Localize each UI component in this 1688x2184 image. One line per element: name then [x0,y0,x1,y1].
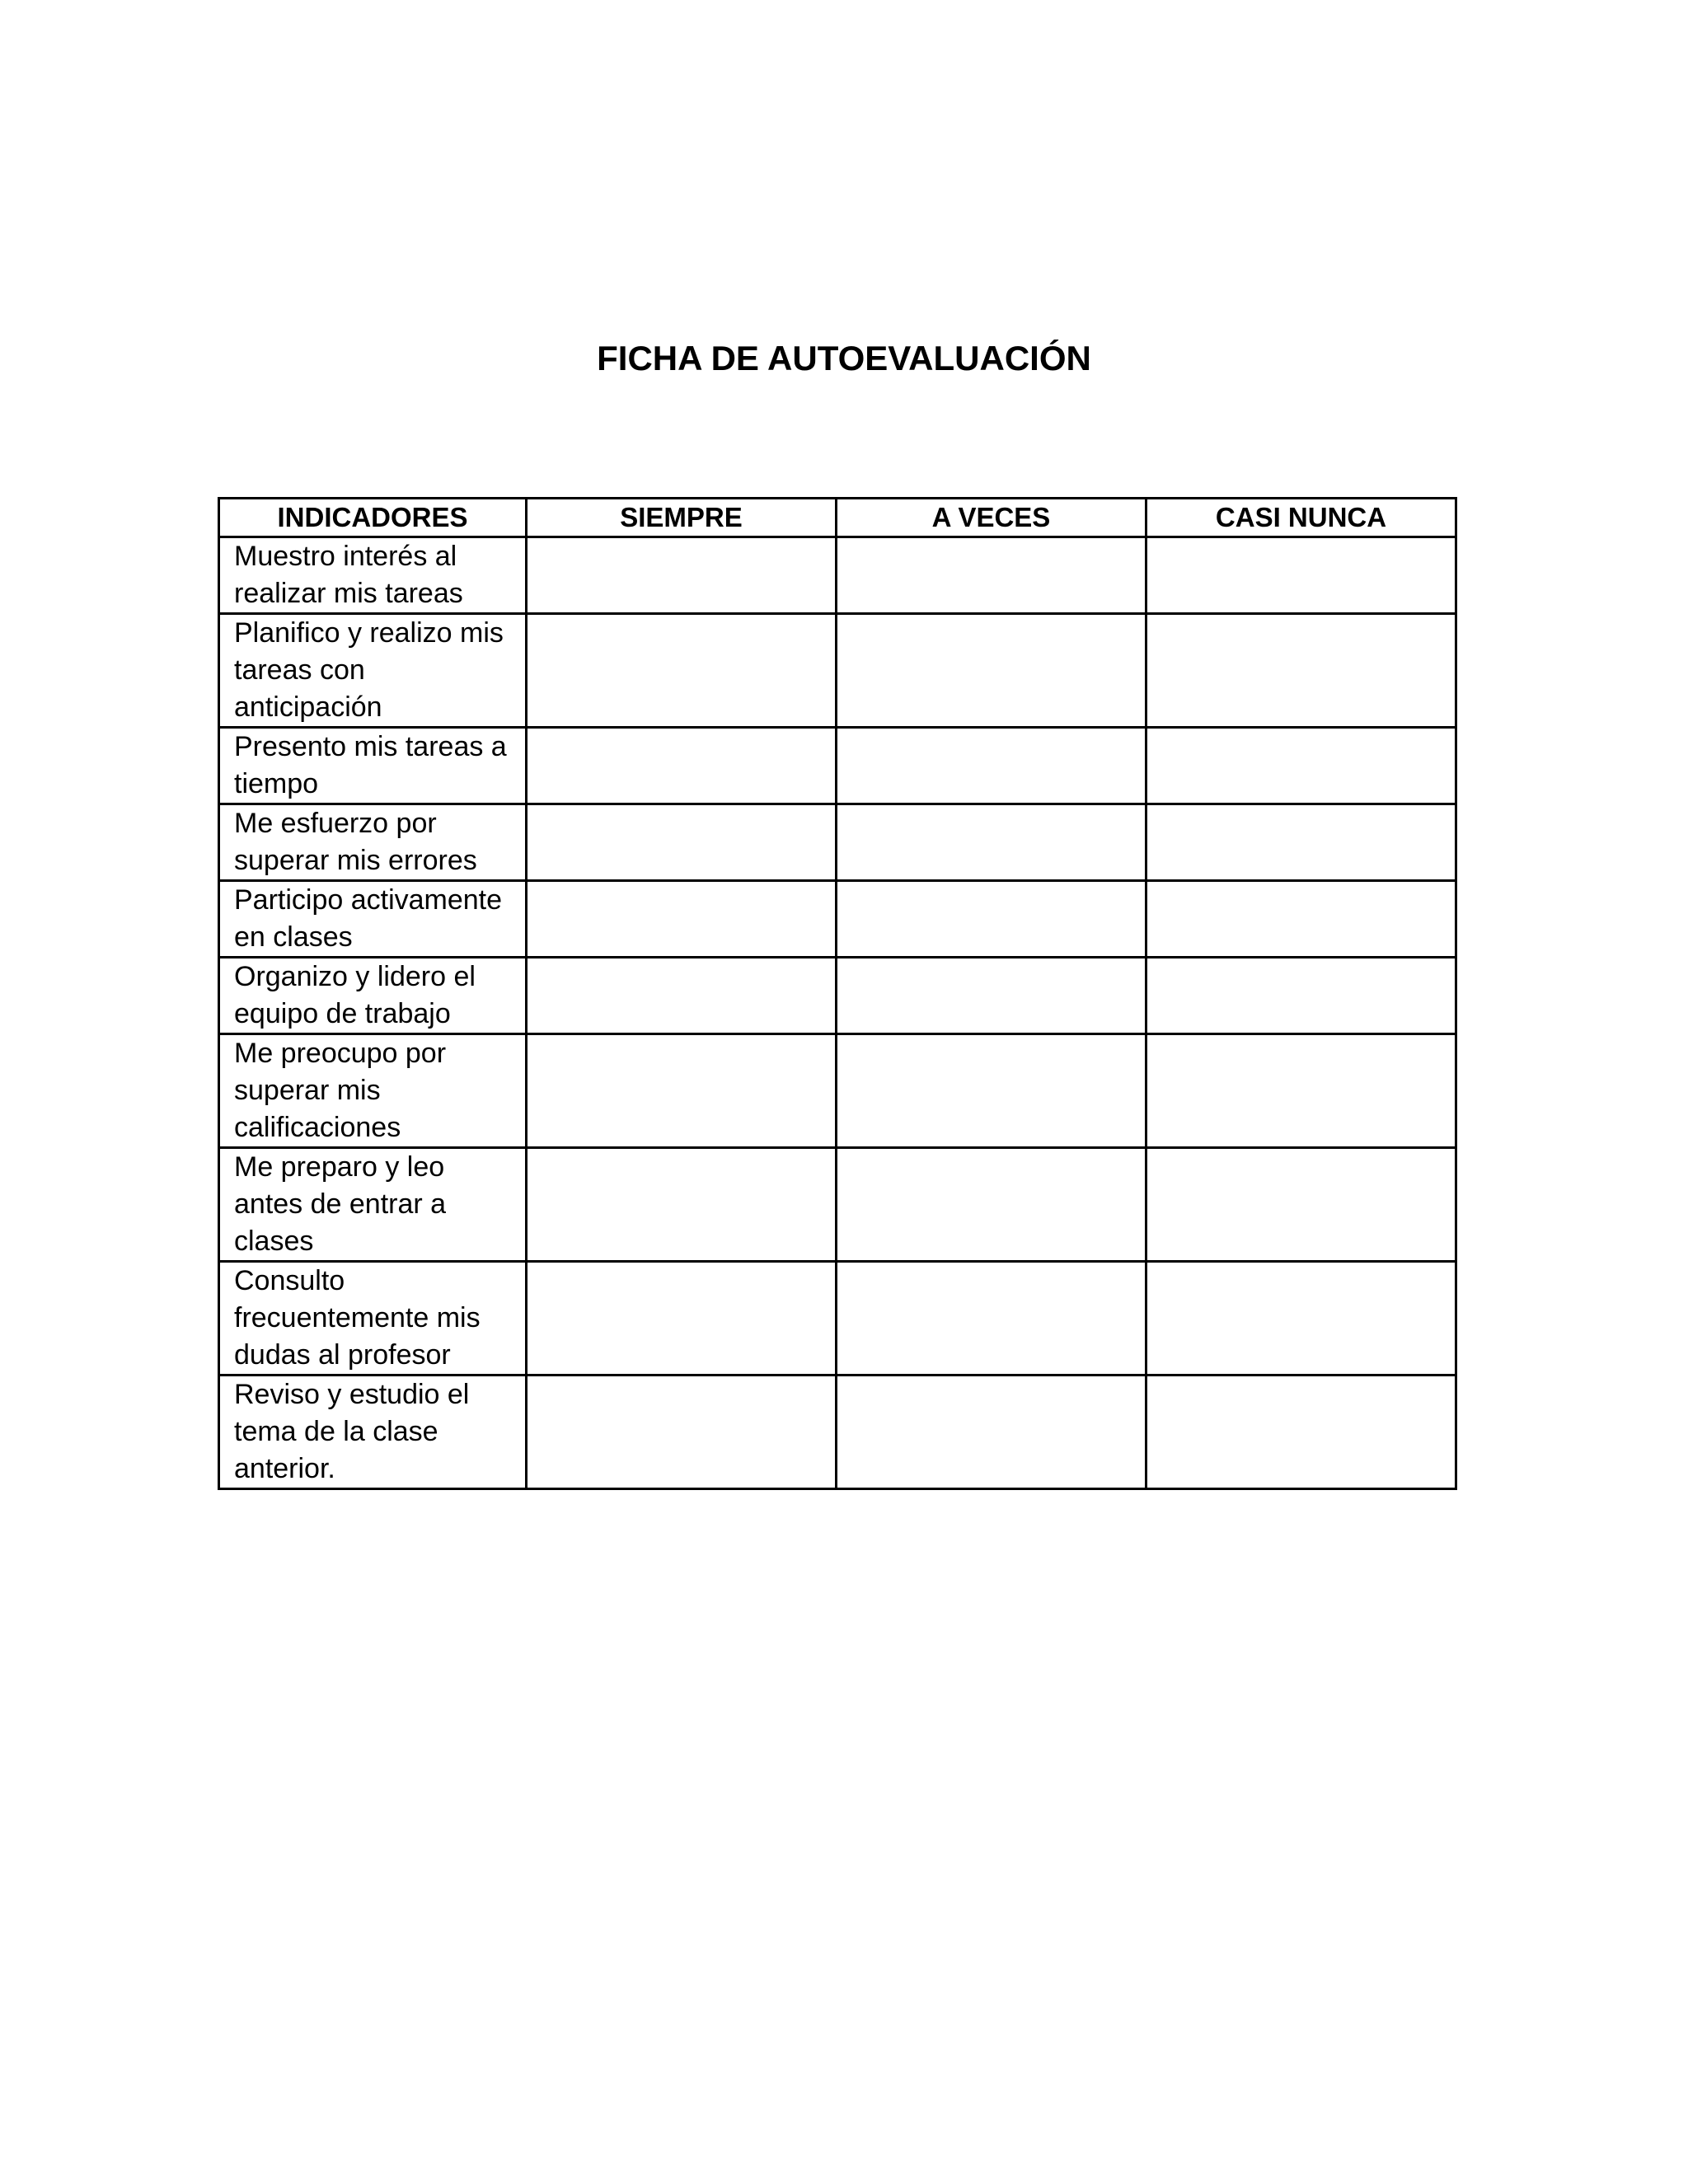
header-siempre: SIEMPRE [527,499,837,537]
table-header-row [219,499,1456,537]
table-row [219,804,1456,881]
table-row [219,537,1456,614]
casi-nunca-cell[interactable] [1146,1034,1456,1148]
casi-nunca-cell[interactable] [1146,537,1456,614]
indicator-cell: Me esfuerzo por superar mis errores [219,804,527,881]
casi-nunca-cell[interactable] [1146,1262,1456,1376]
indicator-cell: Reviso y estudio el tema de la clase anterior. [219,1376,527,1489]
siempre-cell[interactable] [527,804,837,881]
page-title: FICHA DE AUTOEVALUACIÓN [597,339,1091,377]
siempre-cell[interactable] [527,958,837,1034]
table-row [219,1262,1456,1376]
indicator-cell: Planifico y realizo mis tareas con anticipación [219,614,527,728]
a-veces-cell[interactable] [837,1376,1146,1489]
casi-nunca-cell[interactable] [1146,804,1456,881]
indicator-cell: Consulto frecuentemente mis dudas al profesor [219,1262,527,1376]
header-indicadores: INDICADORES [219,499,527,537]
a-veces-cell[interactable] [837,804,1146,881]
a-veces-cell[interactable] [837,728,1146,804]
a-veces-cell[interactable] [837,1034,1146,1148]
indicator-cell: Organizo y lidero el equipo de trabajo [219,958,527,1034]
a-veces-cell[interactable] [837,1262,1146,1376]
casi-nunca-cell[interactable] [1146,881,1456,958]
self-evaluation-table [218,497,1457,1490]
indicator-cell: Presento mis tareas a tiempo [219,728,527,804]
a-veces-cell[interactable] [837,958,1146,1034]
header-casi-nunca: CASI NUNCA [1146,499,1456,537]
siempre-cell[interactable] [527,1262,837,1376]
table-row [219,1148,1456,1262]
casi-nunca-cell[interactable] [1146,1376,1456,1489]
header-a-veces: A VECES [837,499,1146,537]
siempre-cell[interactable] [527,1376,837,1489]
indicator-cell: Participo activamente en clases [219,881,527,958]
table-row [219,958,1456,1034]
a-veces-cell[interactable] [837,881,1146,958]
table-row [219,881,1456,958]
table-row [219,728,1456,804]
siempre-cell[interactable] [527,614,837,728]
a-veces-cell[interactable] [837,1148,1146,1262]
siempre-cell[interactable] [527,1148,837,1262]
siempre-cell[interactable] [527,728,837,804]
a-veces-cell[interactable] [837,614,1146,728]
casi-nunca-cell[interactable] [1146,728,1456,804]
table-row [219,1034,1456,1148]
a-veces-cell[interactable] [837,537,1146,614]
siempre-cell[interactable] [527,1034,837,1148]
indicator-cell: Me preocupo por superar mis calificaciones [219,1034,527,1148]
siempre-cell[interactable] [527,537,837,614]
table-row [219,1376,1456,1489]
indicator-cell: Muestro interés al realizar mis tareas [219,537,527,614]
siempre-cell[interactable] [527,881,837,958]
indicator-cell: Me preparo y leo antes de entrar a clases [219,1148,527,1262]
casi-nunca-cell[interactable] [1146,958,1456,1034]
casi-nunca-cell[interactable] [1146,614,1456,728]
table-row [219,614,1456,728]
casi-nunca-cell[interactable] [1146,1148,1456,1262]
